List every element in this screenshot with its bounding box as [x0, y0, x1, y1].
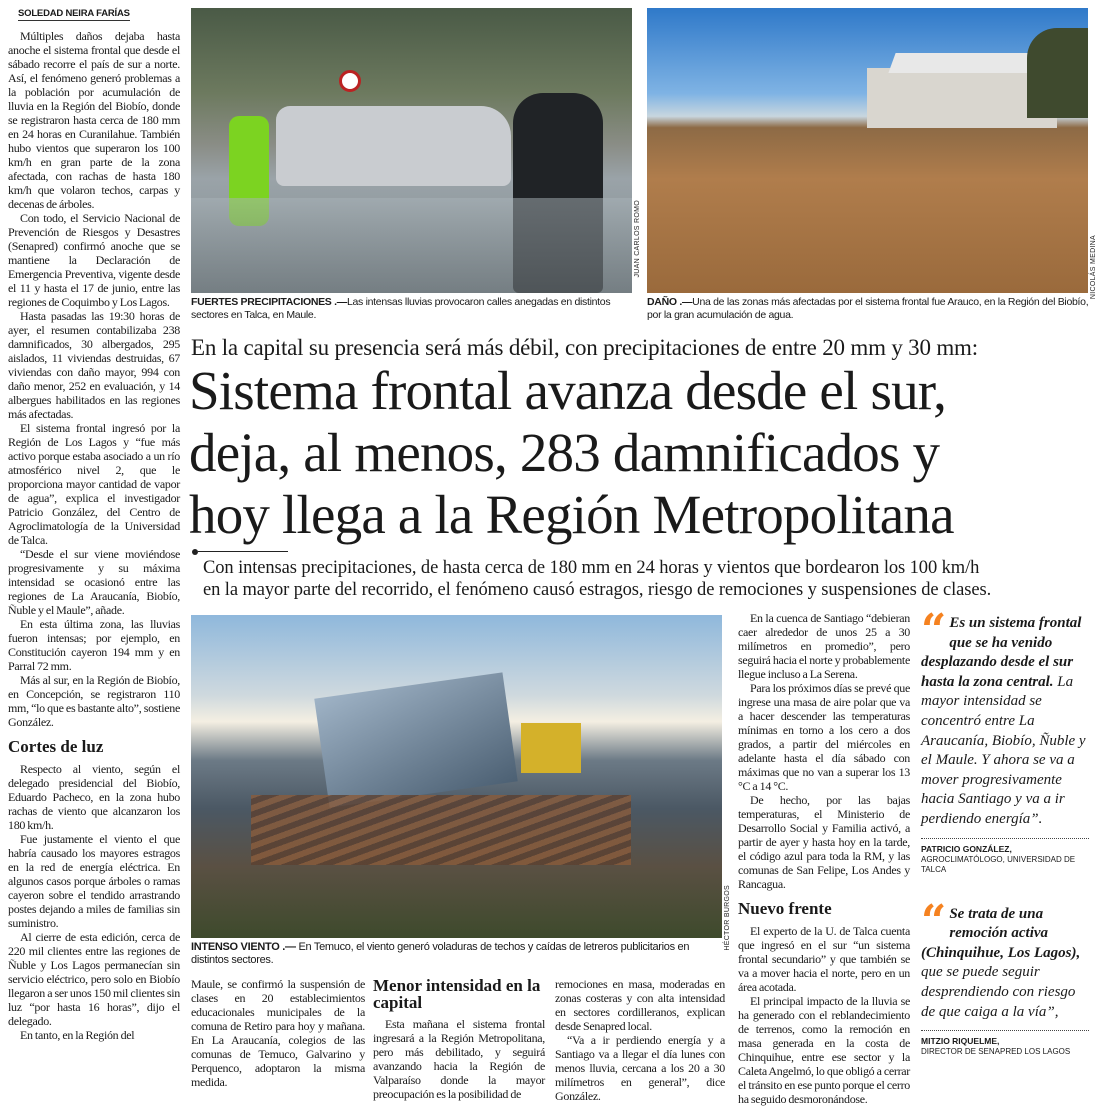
photo-caption	[191, 296, 632, 322]
paragraph: “Desde el sur viene moviéndose progresivamente y su máxima intensidad se ocasionó entre las regiones de La Araucanía, Biobío, Ñuble y el Maule”, añade.	[8, 547, 180, 617]
photo-credit: HÉCTOR BURGOS	[724, 885, 731, 951]
photo-flooded-street-talca	[191, 8, 632, 293]
quote-divider	[921, 838, 1089, 839]
photo-flooded-arauco	[647, 8, 1088, 293]
photo-credit: JUAN CARLOS ROMO	[634, 200, 641, 278]
quote-attribution	[921, 1036, 1089, 1057]
bottom-column-a	[191, 977, 365, 1089]
bottom-column-c	[555, 977, 725, 1103]
deck-line: Con intensas precipitaciones, de hasta cerca de 180 mm en 24 horas y vientos que bordearon los 100 km/h	[203, 558, 980, 578]
quote-name: MITZIO RIQUELME,	[921, 1036, 1000, 1047]
paragraph: En esta última zona, las lluvias fueron intensas; por ejemplo, en Constitución cayeron 194 mm y en Parral 72 mm.	[8, 617, 180, 673]
photo-caption	[191, 941, 726, 967]
paragraph: El sistema frontal ingresó por la Región de Los Lagos y “fue más activo porque estaba asociado a un río atmosférico nivel 2, que le proporciona mayor cantidad de vapor de agua”, explica el investigador Patricio González, del Centro de Agroclimatología de la Universidad de Talca.	[8, 421, 180, 547]
quote-text: que se puede seguir desprendiendo con riesgo de que caiga a la vía”,	[921, 964, 1076, 1020]
excavator-shape	[521, 723, 581, 773]
quote-name: PATRICIO GONZÁLEZ,	[921, 843, 1012, 854]
subhead-cortes-de-luz: Cortes de luz	[8, 737, 104, 756]
quote-text: La mayor intensidad se concentró entre La Araucanía, Biobío, Ñuble y el Maule. Y ahora se va a mover progresivamente hacia Santiago y va a ir perdiendo energía”.	[921, 673, 1086, 827]
caption-text: Las intensas lluvias provocaron calles anegadas en distintos sectores en Talca, en Maule.	[191, 296, 611, 321]
paragraph: remociones en masa, moderadas en zonas costeras y con alta intensidad en sectores cordilleranos, explican desde Senapred local.	[555, 977, 725, 1033]
quote-mark-icon: “	[921, 895, 947, 947]
headline-line: hoy llega a la Región Metropolitana	[189, 484, 954, 545]
caption-label: DAÑO .—	[647, 296, 693, 308]
paragraph: Respecto al viento, según el delegado presidencial del Biobío, Eduardo Pacheco, en la zona hubo rachas de viento que alcanzaron los 180 km/h.	[8, 762, 180, 832]
quote-attribution	[921, 844, 1089, 875]
collapsed-roof-shape	[314, 672, 517, 807]
pickup-truck-shape	[276, 106, 511, 186]
divider-line	[198, 551, 288, 552]
paragraph: El principal impacto de la lluvia se ha generado con el reblandecimiento de terrenos, como la remoción en masa generada en la costa de Chinquihue, entre ese sector y la Caleta Angelmó, lo que obligó a cerrar el tránsito en ese punto porque el cerro ha seguido desmoronándose.	[738, 994, 910, 1106]
flood-water-shape	[191, 198, 632, 293]
left-column	[8, 29, 180, 1042]
debris-shape	[251, 795, 631, 865]
headline-line: Sistema frontal avanza desde el sur,	[189, 360, 947, 421]
photo-caption	[647, 296, 1092, 322]
deck	[203, 557, 991, 601]
paragraph: En la cuenca de Santiago “debieran caer alrededor de unos 25 a 30 milímetros en promedio”, pero seguirá hacia el norte y probablemente llegue incluso a La Serena.	[738, 611, 910, 681]
quote-bold: Se trata de una remoción activa (Chinquihue, Los Lagos),	[921, 905, 1081, 961]
quote-mark-icon: “	[921, 605, 947, 656]
quote-role: DIRECTOR DE SENAPRED LOS LAGOS	[921, 1047, 1071, 1057]
paragraph: Múltiples daños dejaba hasta anoche el sistema frontal que desde el sábado recorre el país de sur a norte. Así, el fenómeno generó problemas a la población por acumulación de lluvia en la Región del Biobío, donde se registraron hasta cerca de 180 mm en 24 horas en Curanilahue. También hubo vientos que superaron los 100 km/h en gran parte de la zona afectada, con rachas de hasta 180 km/h que volaron techos, carpas y decenas de árboles.	[8, 29, 180, 211]
headline-line: deja, al menos, 283 damnificados y	[189, 422, 940, 483]
paragraph: De hecho, por las bajas temperaturas, el Ministerio de Desarrollo Social y Familia activó, a partir de ayer y hasta hoy en la tarde, el código azul para toda la RM, y las comunas de San Felipe, Los Andes y Rancagua.	[738, 793, 910, 891]
byline: SOLEDAD NEIRA FARÍAS	[18, 8, 130, 19]
pull-quotes	[921, 605, 1089, 1057]
caption-label: INTENSO VIENTO .—	[191, 941, 296, 953]
bottom-column-b	[373, 977, 545, 1101]
quote-divider	[921, 1030, 1089, 1031]
paragraph: Fue justamente el viento el que habría causado los mayores estragos en la red de energía eléctrica. En algunos casos porque árboles o ramas cayeron sobre el tendido arrastrando postes dejando a miles de familias sin suministro.	[8, 832, 180, 930]
paragraph: Maule, se confirmó la suspensión de clases en 20 establecimientos educacionales municipales de la comuna de Retiro para hoy y mañana. En La Araucanía, colegios de las comunas de Temuco, Galvarino y Perquenco, adoptaron la misma medida.	[191, 977, 365, 1089]
pull-quote	[921, 605, 1089, 830]
caption-text: En Temuco, el viento generó voladuras de techos y caídas de letreros publicitarios en distintos sectores.	[191, 941, 690, 966]
right-column	[738, 611, 910, 1106]
photo-wind-damage-temuco	[191, 615, 722, 938]
paragraph: Con todo, el Servicio Nacional de Prevención de Riesgos y Desastres (Senapred) confirmó anoche que se mantiene la Declaración de Emergencia Preventiva, vigente desde el 11 y hasta el 17 de junio, entre las regiones de Coquimbo y Los Lagos.	[8, 211, 180, 309]
headline	[189, 360, 954, 546]
caption-label: FUERTES PRECIPITACIONES .—	[191, 296, 347, 308]
trees-shape	[1027, 28, 1088, 118]
kicker: En la capital su presencia será más débil, con precipitaciones de entre 20 mm y 30 mm:	[191, 335, 978, 360]
caption-text: Una de las zonas más afectadas por el sistema frontal fue Arauco, en la Región del Biobío, por la gran acumulación de agua.	[647, 296, 1089, 321]
paragraph: Al cierre de esta edición, cerca de 220 mil clientes entre las regiones de Ñuble y Los Lagos permanecían sin servicio eléctrico, pero solo en Biobío llegaron a ser unos 150 mil clientes sin luz “por hasta 16 horas”, dijo el delegado.	[8, 930, 180, 1028]
paragraph: Para los próximos días se prevé que ingrese una masa de aire polar que va a hacer descender las temperaturas mínimas en torno a los cero a dos grados, a partir del miércoles en adelante hasta el día sábado con máximas que no van a superar los 13 °C a 14 °C.	[738, 681, 910, 793]
speed-sign-icon	[339, 70, 361, 92]
quote-role: AGROCLIMATÓLOGO, UNIVERSIDAD DE TALCA	[921, 854, 1076, 874]
paragraph: En tanto, en la Región del	[20, 1028, 135, 1042]
pull-quote	[921, 895, 1089, 1023]
divider-dot	[192, 549, 198, 555]
paragraph: El experto de la U. de Talca cuenta que ingresó en el sur “un sistema frontal secundario” y que también se va a mover hacia el norte, pero en un área acotada.	[738, 924, 910, 994]
deck-line: en la mayor parte del recorrido, el fenómeno causó estragos, riesgo de remociones y suspensiones de clases.	[203, 580, 992, 600]
photo-credit: NICOLÁS MEDINA	[1090, 235, 1097, 300]
paragraph: Esta mañana el sistema frontal ingresará a la Región Metropolitana, pero más debilitado, y seguirá avanzando hacia la Región de Valparaíso donde la mayor preocupación es la posibilidad de	[373, 1017, 545, 1101]
subhead-menor-intensidad: Menor intensidad en la capital	[373, 976, 541, 1012]
paragraph: Más al sur, en la Región de Biobío, en Concepción, se registraron 110 mm, “lo que es bastante alto”, sostiene González.	[8, 673, 180, 729]
subhead-nuevo-frente: Nuevo frente	[738, 899, 832, 918]
paragraph: “Va a ir perdiendo energía y a Santiago va a llegar el día lunes con menos lluvia, cercana a los 20 a 30 milímetros en general”, dice González.	[555, 1033, 725, 1103]
paragraph: Hasta pasadas las 19:30 horas de ayer, el resumen contabilizaba 238 damnificados, 30 albergados, 295 aislados, 11 viviendas destruidas, 67 viviendas con daño mayor, 994 con daño menor, 252 en evaluación, y 14 albergues habilitados en las regiones más afectadas.	[8, 309, 180, 421]
quote-bold: Es un sistema frontal que se ha venido desplazando desde el sur hasta la zona central.	[921, 615, 1082, 690]
